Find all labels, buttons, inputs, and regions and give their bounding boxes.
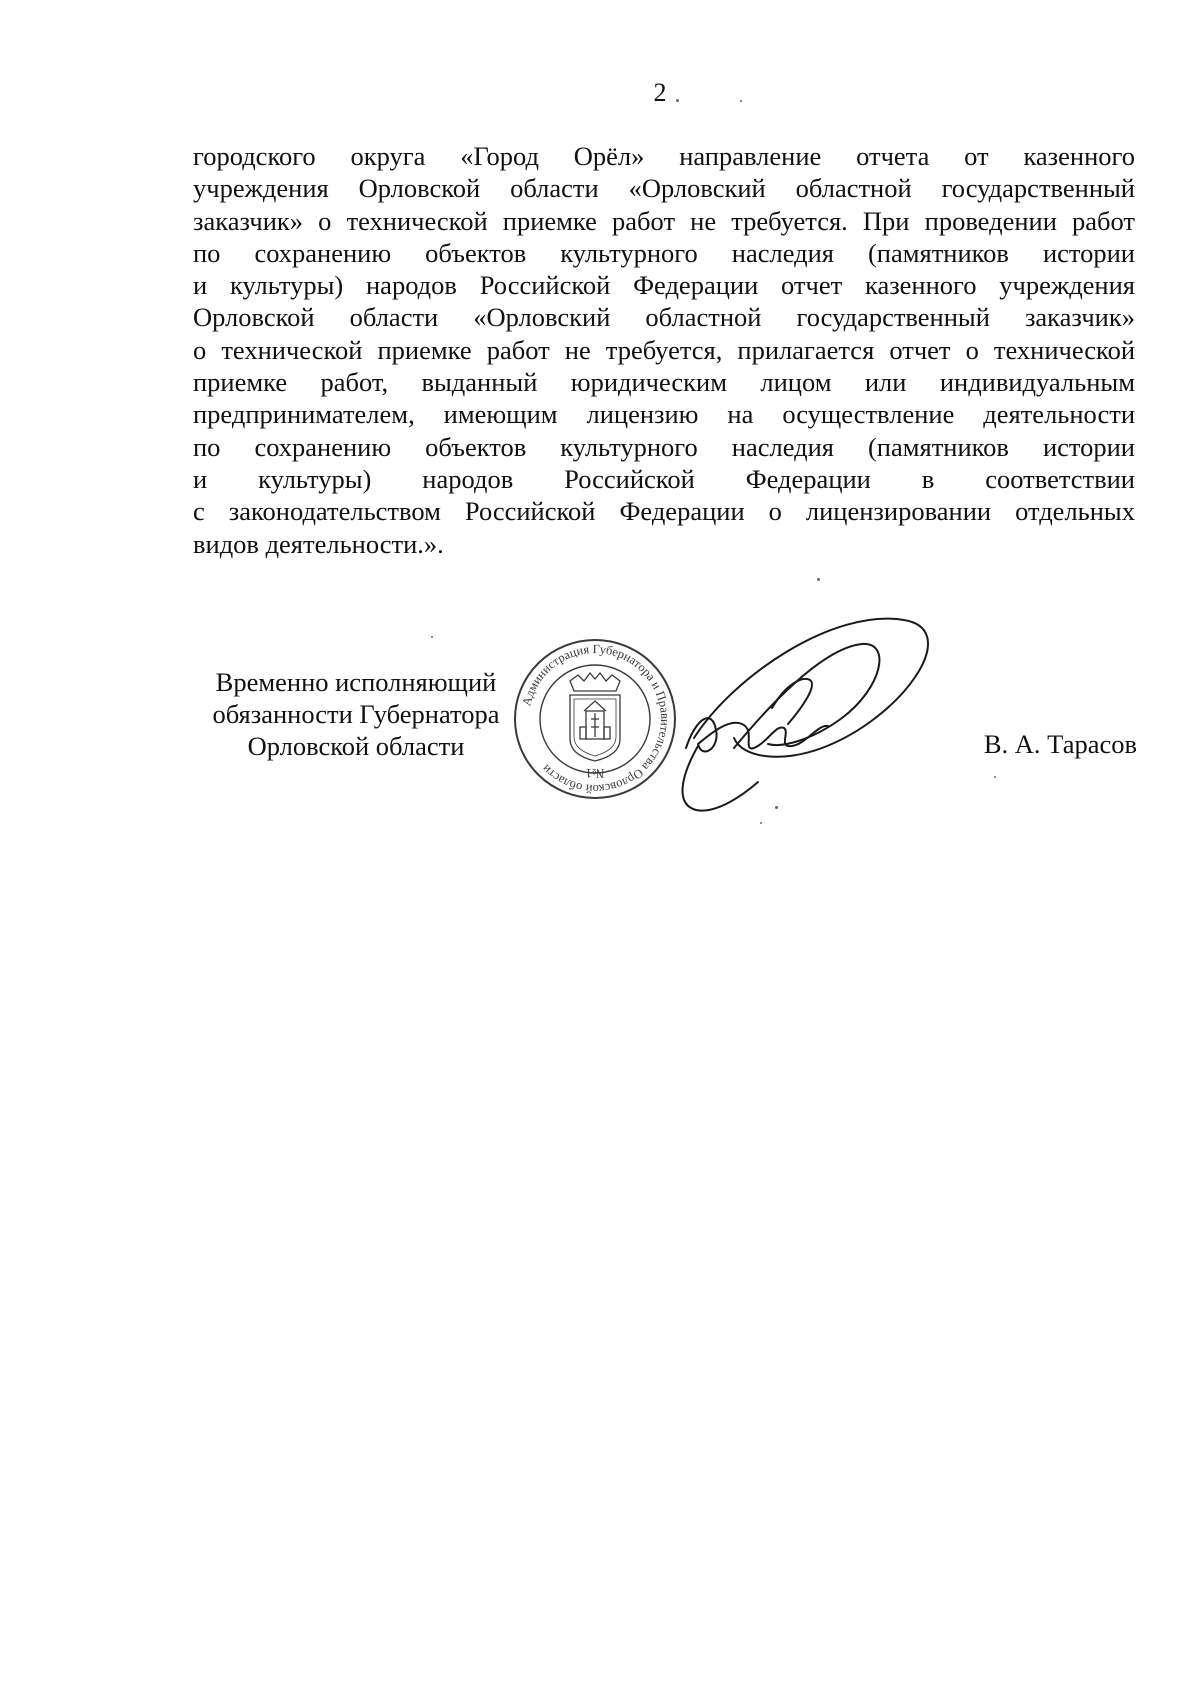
scan-speck	[760, 822, 762, 824]
signatory-title-line: Орловской области	[247, 731, 465, 761]
body-line: предпринимателем, имеющим лицензию на осуществление деятельности	[193, 399, 1135, 430]
seal-ring-textpath: Администрация Губернатора и Правительства Орловской области	[519, 641, 673, 797]
coat-of-arms-icon	[570, 673, 620, 761]
body-line: учреждения Орловской области «Орловский областной государственный	[193, 173, 1135, 204]
handwritten-signature	[672, 598, 940, 814]
scan-speck	[676, 99, 679, 102]
body-line: и культуры) народов Российской Федерации в соответствии	[193, 463, 1135, 494]
scan-speck	[994, 776, 996, 778]
scan-speck	[775, 806, 778, 809]
signatory-title	[200, 666, 512, 762]
scan-speck	[817, 578, 820, 581]
scan-speck	[431, 636, 433, 638]
body-line: приемке работ, выданный юридическим лицом или индивидуальным	[193, 367, 1135, 398]
body-line: с законодательством Российской Федерации о лицензировании отдельных	[193, 496, 1135, 527]
signature-tail	[683, 746, 758, 811]
signatory-name: В. А. Тарасов	[983, 729, 1137, 759]
body-line: по сохранению объектов культурного наследия (памятников истории	[193, 431, 1135, 462]
body-paragraph	[193, 140, 1135, 560]
body-line-last: видов деятельности.».	[193, 528, 444, 559]
scan-speck	[740, 100, 742, 102]
body-line: по сохранению объектов культурного наследия (памятников истории	[193, 237, 1135, 268]
seal-number: №1	[585, 766, 605, 781]
body-line: городского округа «Город Орёл» направление отчета от казенного	[193, 141, 1135, 171]
body-line: заказчик» о технической приемке работ не требуется. При проведении работ	[193, 205, 1135, 236]
body-line: Орловской области «Орловский областной государственный заказчик»	[193, 302, 1135, 333]
official-seal	[512, 637, 678, 801]
page-number: 2	[653, 78, 667, 107]
signature-strokes	[686, 718, 828, 751]
body-line: и культуры) народов Российской Федерации отчет казенного учреждения	[193, 270, 1135, 301]
signatory-title-line: обязанности Губернатора	[212, 699, 500, 729]
signature-loop-inner	[734, 644, 879, 748]
body-line: о технической приемке работ не требуется, прилагается отчет о технической	[193, 334, 1135, 365]
signatory-title-line: Временно исполняющий	[215, 667, 497, 697]
